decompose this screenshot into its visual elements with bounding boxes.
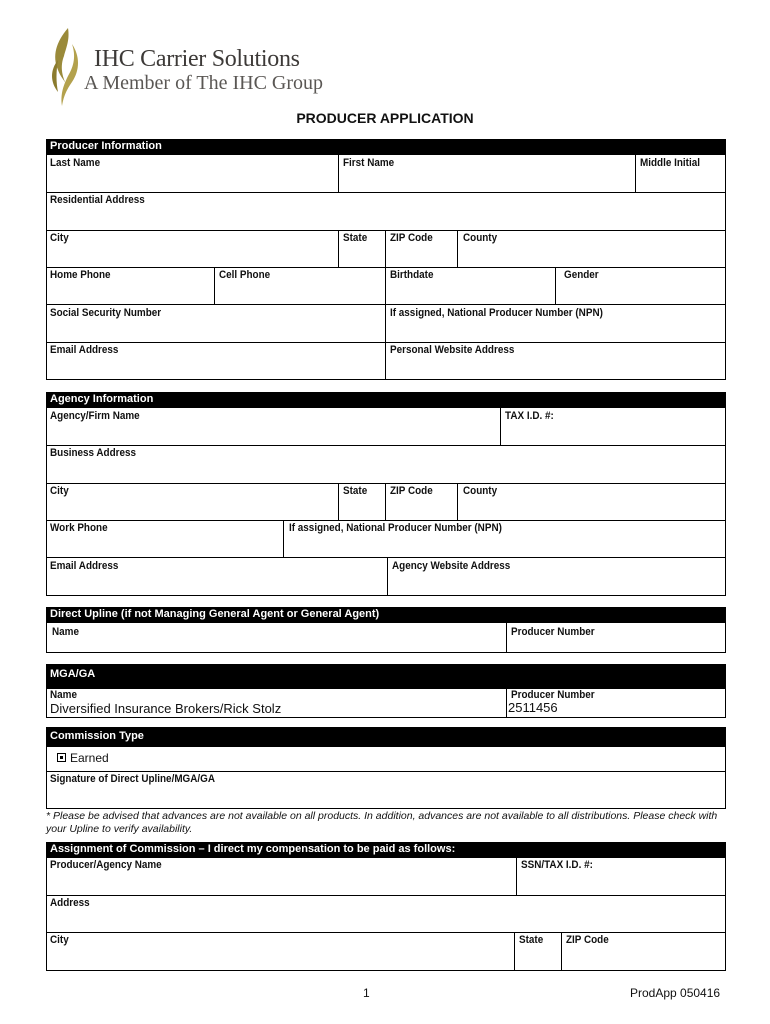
commission-header: Commission Type <box>46 727 726 746</box>
ssn-field[interactable]: Social Security Number <box>50 307 162 319</box>
firm-name-field[interactable]: Agency/Firm Name <box>50 410 140 422</box>
form-id: ProdApp 050416 <box>630 986 721 1000</box>
upline-header: Direct Upline (if not Managing General Agent or General Agent) <box>46 607 726 622</box>
last-name-field[interactable]: Last Name <box>50 157 101 169</box>
state-field[interactable]: State <box>343 232 368 244</box>
zip-field[interactable]: ZIP Code <box>390 232 433 244</box>
assignment-header: Assignment of Commission – I direct my compensation to be paid as follows: <box>46 842 726 857</box>
birthdate-field[interactable]: Birthdate <box>390 269 434 281</box>
producer-info-header: Producer Information <box>46 139 726 154</box>
middle-initial-field[interactable]: Middle Initial <box>640 157 700 169</box>
first-name-field[interactable]: First Name <box>343 157 395 169</box>
agency-zip-field[interactable]: ZIP Code <box>390 485 433 497</box>
city-field[interactable]: City <box>50 232 69 244</box>
upline-section <box>46 622 726 653</box>
signature-field[interactable]: Signature of Direct Upline/MGA/GA <box>50 773 216 785</box>
tax-id-field[interactable]: TAX I.D. #: <box>505 410 554 422</box>
agency-state-field[interactable]: State <box>343 485 368 497</box>
leaf-flame-icon <box>46 26 86 110</box>
agency-info-section <box>46 407 726 596</box>
assignee-address-field[interactable]: Address <box>50 897 90 909</box>
agency-city-field[interactable]: City <box>50 485 69 497</box>
page-title: PRODUCER APPLICATION <box>296 110 474 126</box>
mga-name-value[interactable]: Diversified Insurance Brokers/Rick Stolz <box>50 701 282 716</box>
agency-website-field[interactable]: Agency Website Address <box>392 560 511 572</box>
advances-note: * Please be advised that advances are not available on all products. In addition, advances are not available to all distributions. Please check with your Upline to verify availability. <box>46 810 718 835</box>
website-field[interactable]: Personal Website Address <box>390 344 515 356</box>
mga-name-label: Name <box>50 689 77 701</box>
npn-field[interactable]: If assigned, National Producer Number (NPN) <box>390 307 603 319</box>
agency-county-field[interactable]: County <box>463 485 498 497</box>
cell-phone-field[interactable]: Cell Phone <box>219 269 271 281</box>
mga-producer-number-label: Producer Number <box>511 689 595 701</box>
gender-field[interactable]: Gender <box>564 269 599 281</box>
county-field[interactable]: County <box>463 232 498 244</box>
assignee-zip-field[interactable]: ZIP Code <box>566 934 609 946</box>
agency-email-field[interactable]: Email Address <box>50 560 119 572</box>
page-number: 1 <box>363 986 370 1000</box>
agency-npn-field[interactable]: If assigned, National Producer Number (NPN) <box>289 522 502 534</box>
upline-producer-number-field[interactable]: Producer Number <box>511 626 595 638</box>
logo-title: IHC Carrier Solutions <box>94 46 300 72</box>
work-phone-field[interactable]: Work Phone <box>50 522 108 534</box>
assignee-city-field[interactable]: City <box>50 934 69 946</box>
residential-address-field[interactable]: Residential Address <box>50 194 145 206</box>
upline-name-field[interactable]: Name <box>52 626 79 638</box>
assignment-section <box>46 857 726 971</box>
logo-subtitle: A Member of The IHC Group <box>84 72 324 94</box>
business-address-field[interactable]: Business Address <box>50 447 137 459</box>
mga-header: MGA/GA <box>46 664 726 688</box>
mga-producer-number-value[interactable]: 2511456 <box>508 700 558 715</box>
assignee-state-field[interactable]: State <box>519 934 544 946</box>
company-logo <box>46 26 346 110</box>
email-field[interactable]: Email Address <box>50 344 119 356</box>
earned-label: Earned <box>70 751 109 765</box>
assignee-tax-id-field[interactable]: SSN/TAX I.D. #: <box>521 859 593 871</box>
home-phone-field[interactable]: Home Phone <box>50 269 111 281</box>
earned-checkbox[interactable] <box>57 753 66 762</box>
agency-info-header: Agency Information <box>46 392 726 407</box>
assignee-name-field[interactable]: Producer/Agency Name <box>50 859 162 871</box>
